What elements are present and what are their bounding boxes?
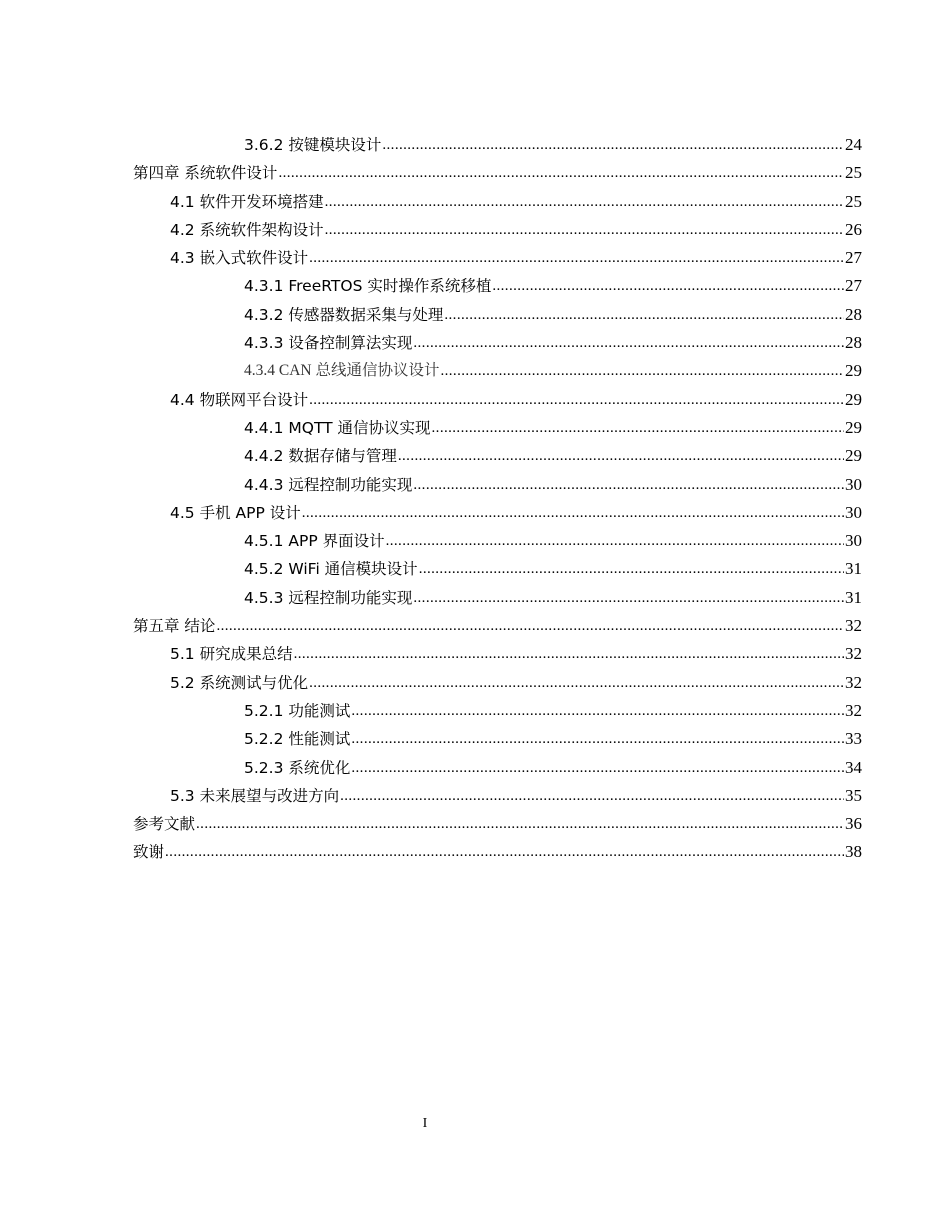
toc-dot-leader bbox=[398, 442, 844, 470]
toc-entry[interactable] bbox=[133, 640, 862, 668]
toc-entry-page: 31 bbox=[845, 587, 862, 607]
toc-entry-title: 5.1 研究成果总结 bbox=[170, 645, 293, 664]
toc-entry[interactable] bbox=[133, 216, 862, 244]
toc-entry-page: 36 bbox=[845, 814, 862, 834]
toc-dot-leader bbox=[340, 782, 844, 810]
toc-entry[interactable] bbox=[133, 499, 862, 527]
toc-entry-title: 5.3 未来展望与改进方向 bbox=[170, 786, 340, 805]
toc-entry[interactable] bbox=[133, 838, 862, 866]
toc-entry-title: 第四章 系统软件设计 bbox=[133, 164, 278, 183]
toc-entry-title: 4.5.1 APP 界面设计 bbox=[244, 532, 385, 551]
toc-entry-title: 4.1 软件开发环境搭建 bbox=[170, 192, 324, 211]
toc-entry-title: 4.3.2 传感器数据采集与处理 bbox=[244, 305, 444, 324]
toc-dot-leader bbox=[309, 244, 844, 272]
toc-dot-leader bbox=[278, 159, 844, 187]
toc-entry-page: 28 bbox=[845, 333, 862, 353]
toc-entry-page: 32 bbox=[845, 672, 862, 692]
toc-entry-title: 4.5 手机 APP 设计 bbox=[170, 503, 301, 522]
toc-dot-leader bbox=[165, 838, 844, 866]
toc-dot-leader bbox=[351, 725, 844, 753]
toc-entry-page: 25 bbox=[845, 163, 862, 183]
toc-entry-page: 33 bbox=[845, 729, 862, 749]
toc-entry-page: 32 bbox=[845, 700, 862, 720]
toc-entry-title: 4.4 物联网平台设计 bbox=[170, 390, 309, 409]
toc-entry-page: 29 bbox=[845, 361, 862, 381]
toc-entry-title: 3.6.2 按键模块设计 bbox=[244, 136, 382, 154]
toc-entry-page: 32 bbox=[845, 616, 862, 636]
toc-entry[interactable] bbox=[133, 669, 862, 697]
toc-dot-leader bbox=[302, 499, 844, 527]
toc-dot-leader bbox=[325, 188, 844, 216]
toc-entry-title: 4.4.1 MQTT 通信协议实现 bbox=[244, 418, 431, 437]
toc-entry-title: 5.2.3 系统优化 bbox=[244, 758, 351, 777]
toc-entry-title: 4.3.3 设备控制算法实现 bbox=[244, 334, 413, 353]
toc-entry[interactable] bbox=[133, 782, 862, 810]
toc-entry-page: 26 bbox=[845, 219, 862, 239]
toc-entry-page: 25 bbox=[845, 191, 862, 211]
toc-entry-page: 32 bbox=[845, 644, 862, 664]
toc-entry-page: 29 bbox=[845, 417, 862, 437]
toc-entry[interactable] bbox=[133, 471, 862, 499]
toc-entry-title: 4.4.3 远程控制功能实现 bbox=[244, 475, 413, 494]
toc-entry[interactable] bbox=[133, 131, 862, 159]
toc-dot-leader bbox=[444, 301, 844, 329]
toc-dot-leader bbox=[413, 471, 844, 499]
toc-entry-title: 5.2.2 性能测试 bbox=[244, 730, 351, 749]
toc-entry-title: 参考文献 bbox=[133, 815, 196, 834]
toc-entry-title: 5.2 系统测试与优化 bbox=[170, 673, 309, 692]
toc-entry-page: 29 bbox=[845, 446, 862, 466]
toc-dot-leader bbox=[382, 131, 844, 159]
toc-entry[interactable] bbox=[133, 272, 862, 300]
toc-entry-title: 4.2 系统软件架构设计 bbox=[170, 220, 324, 239]
toc-entry[interactable] bbox=[133, 301, 862, 329]
toc-entry[interactable] bbox=[133, 188, 862, 216]
toc-entry-page: 31 bbox=[845, 559, 862, 579]
toc-dot-leader bbox=[309, 386, 844, 414]
toc-dot-leader bbox=[351, 754, 844, 782]
toc-dot-leader bbox=[216, 612, 844, 640]
toc-entry-page: 29 bbox=[845, 389, 862, 409]
toc-entry[interactable] bbox=[133, 555, 862, 583]
toc-entry[interactable] bbox=[133, 244, 862, 272]
toc-entry[interactable] bbox=[133, 810, 862, 838]
page-number: I bbox=[422, 1116, 428, 1131]
toc-entry[interactable] bbox=[133, 357, 862, 385]
toc-entry[interactable] bbox=[133, 442, 862, 470]
toc-entry-page: 28 bbox=[845, 304, 862, 324]
toc-entry[interactable] bbox=[133, 584, 862, 612]
toc-dot-leader bbox=[419, 555, 844, 583]
toc-entry-page: 27 bbox=[845, 276, 862, 296]
toc-dot-leader bbox=[440, 357, 844, 385]
toc-dot-leader bbox=[492, 272, 844, 300]
toc-entry[interactable] bbox=[133, 527, 862, 555]
toc-entry[interactable] bbox=[133, 725, 862, 753]
toc-entry-page: 30 bbox=[845, 502, 862, 522]
toc-dot-leader bbox=[386, 527, 844, 555]
toc-entry-page: 35 bbox=[845, 785, 862, 805]
toc-entry-title: 4.4.2 数据存储与管理 bbox=[244, 447, 397, 466]
toc-entry[interactable] bbox=[133, 697, 862, 725]
toc-dot-leader bbox=[294, 640, 844, 668]
toc-entry[interactable] bbox=[133, 159, 862, 187]
toc-entry-page: 30 bbox=[845, 474, 862, 494]
toc-entry-title: 4.5.3 远程控制功能实现 bbox=[244, 588, 413, 607]
toc-entry[interactable] bbox=[133, 754, 862, 782]
toc-entry-title: 4.5.2 WiFi 通信模块设计 bbox=[244, 560, 418, 579]
toc-dot-leader bbox=[325, 216, 844, 244]
toc-dot-leader bbox=[432, 414, 844, 442]
toc-entry-title: 第五章 结论 bbox=[133, 617, 216, 636]
toc-entry-title: 致谢 bbox=[133, 843, 165, 862]
toc-dot-leader bbox=[196, 810, 844, 838]
toc-entry[interactable] bbox=[133, 329, 862, 357]
toc-entry-title: 4.3 嵌入式软件设计 bbox=[170, 249, 309, 268]
toc-entry-title: 4.3.4 CAN 总线通信协议设计 bbox=[244, 362, 440, 380]
toc-entry-page: 38 bbox=[845, 842, 862, 862]
table-of-contents bbox=[133, 131, 862, 867]
toc-entry-title: 4.3.1 FreeRTOS 实时操作系统移植 bbox=[244, 277, 492, 296]
toc-entry-page: 24 bbox=[845, 135, 862, 154]
toc-entry[interactable] bbox=[133, 386, 862, 414]
toc-entry-page: 27 bbox=[845, 248, 862, 268]
toc-entry[interactable] bbox=[133, 414, 862, 442]
toc-dot-leader bbox=[413, 329, 844, 357]
toc-entry-page: 30 bbox=[845, 531, 862, 551]
toc-dot-leader bbox=[351, 697, 844, 725]
toc-entry-page: 34 bbox=[845, 757, 862, 777]
toc-dot-leader bbox=[413, 584, 844, 612]
toc-entry-title: 5.2.1 功能测试 bbox=[244, 701, 351, 720]
toc-entry[interactable] bbox=[133, 612, 862, 640]
toc-dot-leader bbox=[309, 669, 844, 697]
